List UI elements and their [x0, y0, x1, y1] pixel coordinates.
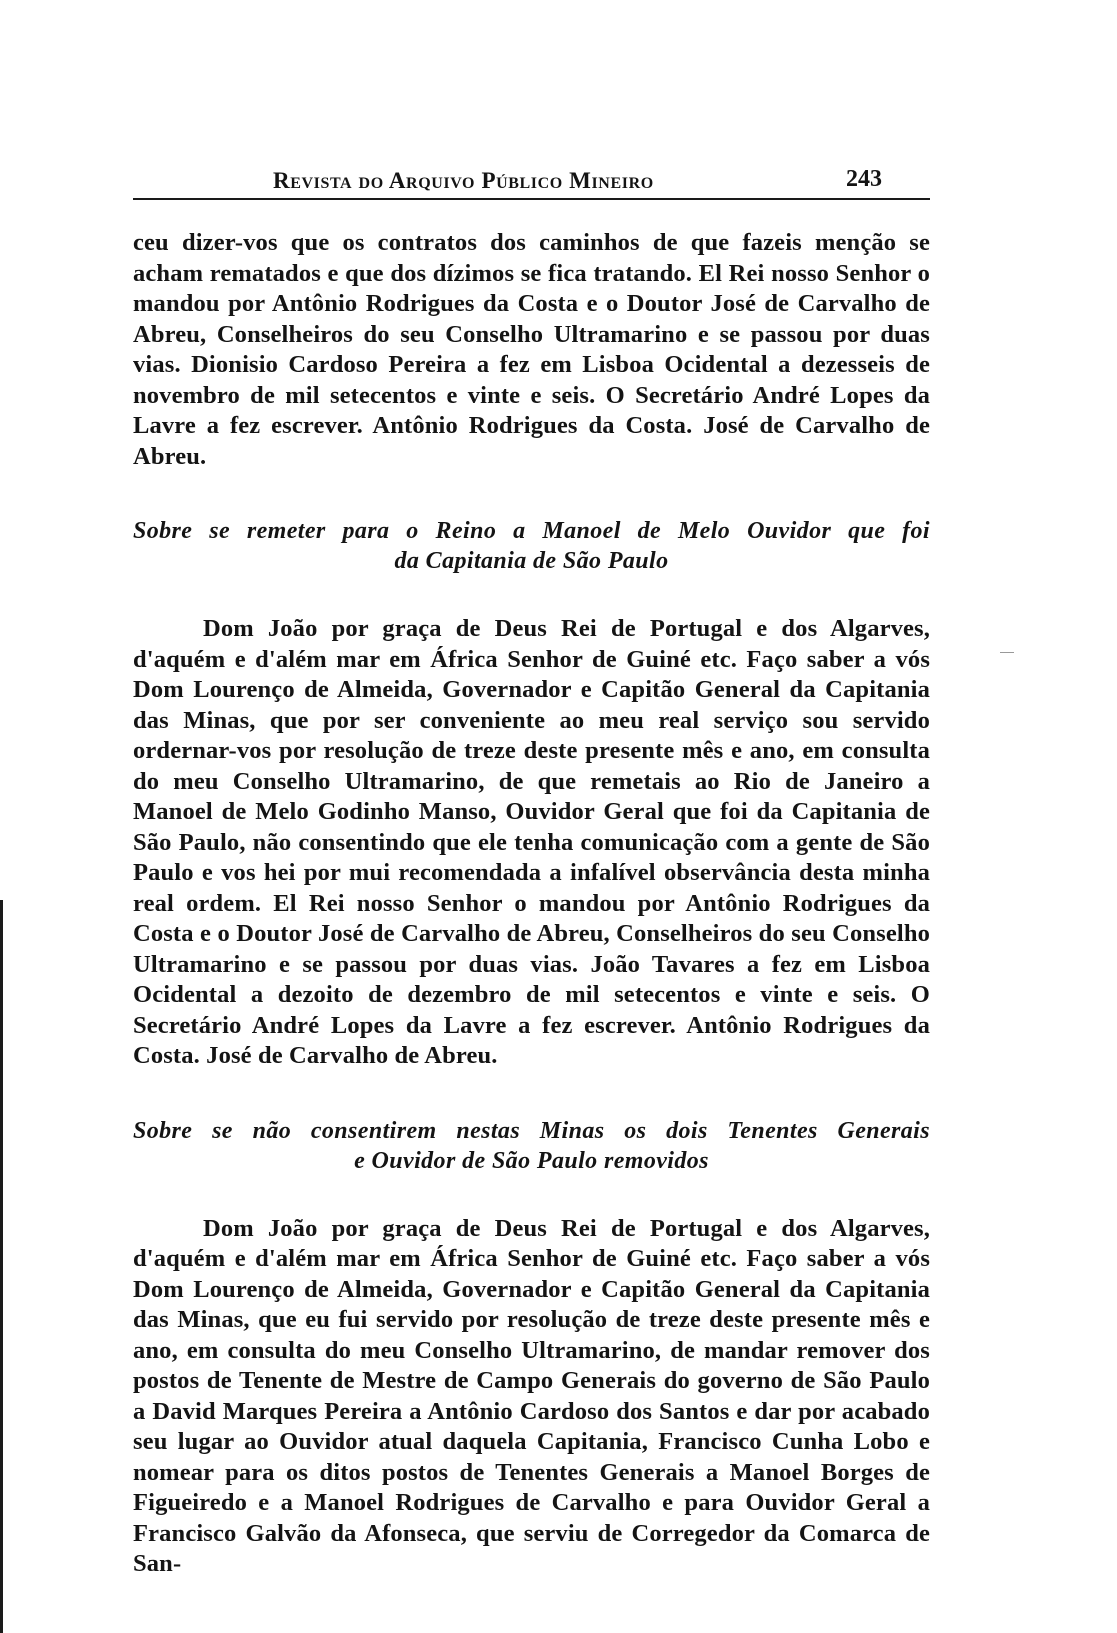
running-header: [133, 168, 930, 200]
running-title: Revista do Arquivo Público Mineiro: [273, 168, 654, 193]
scan-speck: [1000, 652, 1014, 653]
section-heading-1-line-1: Sobre se remeter para o Reino a Manoel de Melo Ouvidor que foi: [133, 518, 930, 544]
section-2-paragraph: Dom João por graça de Deus Rei de Portugal e dos Algarves, d'aquém e d'além mar em África Senhor de Guiné etc. Faço saber a vós Dom Lourenço de Almeida, Governador e Capitão General da Capitania das Minas, que eu fui servido por resolução de treze deste presente mês e ano, em consulta do meu Conselho Ultramarino, de mandar remover dos postos de Tenente de Mestre de Campo Generais do governo de São Paulo a David Marques Pereira a Antônio Cardoso dos Santos e dar por acabado seu lugar ao Ouvidor atual daquela Capitania, Francisco Cunha Lobo e nomear para os ditos postos de Tenentes Generais a Manoel Borges de Figueiredo e a Manoel Rodrigues de Carvalho e para Ouvidor Geral a Francisco Galvão da Afonseca, que serviu de Corregedor da Comarca de San-: [133, 1214, 930, 1577]
document-page: [133, 168, 930, 1580]
opening-paragraph: ceu dizer-vos que os contratos dos caminhos de que fazeis menção se acham rematados e que dos dízimos se fica tratando. El Rei nosso Senhor o mandou por Antônio Rodrigues da Costa e o Doutor José de Carvalho de Abreu, Conselheiros do seu Conselho Ultramarino e se passou por duas vias. Dionisio Cardoso Pereira a fez em Lisboa Ocidental a dezesseis de novembro de mil setecentos e vinte e seis. O Secretário André Lopes da Lavre a fez escrever. Antônio Rodrigues da Costa. José de Carvalho de Abreu.: [133, 229, 930, 470]
section-1-paragraph: Dom João por graça de Deus Rei de Portugal e dos Algarves, d'aquém e d'além mar em África Senhor de Guiné etc. Faço saber a vós Dom Lourenço de Almeida, Governador e Capitão General da Capitania das Minas, que por ser conveniente ao meu real serviço sou servido ordernar-vos por resolução de treze deste presente mês e ano, em consulta do meu Conselho Ultramarino, de que remetais ao Rio de Janeiro a Manoel de Melo Godinho Manso, Ouvidor Geral que foi da Capitania de São Paulo, não consentindo que ele tenha comunicação com a gente de São Paulo e vos hei por mui recomendada a infalível observância desta minha real ordem. El Rei nosso Senhor o mandou por Antônio Rodrigues da Costa e o Doutor José de Carvalho de Abreu, Conselheiros do seu Conselho Ultramarino e se passou por duas vias. João Tavares a fez em Lisboa Ocidental a dezoito de dezembro de mil setecentos e vinte e seis. O Secretário André Lopes da Lavre a fez escrever. Antônio Rodrigues da Costa. José de Carvalho de Abreu.: [133, 615, 930, 1069]
section-heading-2-line-1: Sobre se não consentirem nestas Minas os dois Tenentes Generais: [133, 1117, 930, 1144]
page-number: 243: [846, 166, 882, 192]
section-heading-2-line-2: e Ouvidor de São Paulo removidos: [354, 1147, 709, 1174]
section-heading-2: [133, 1116, 930, 1176]
scan-edge-mark: [0, 900, 3, 1633]
section-heading-1: [133, 516, 930, 576]
section-heading-1-line-2: da Capitania de São Paulo: [394, 548, 669, 574]
